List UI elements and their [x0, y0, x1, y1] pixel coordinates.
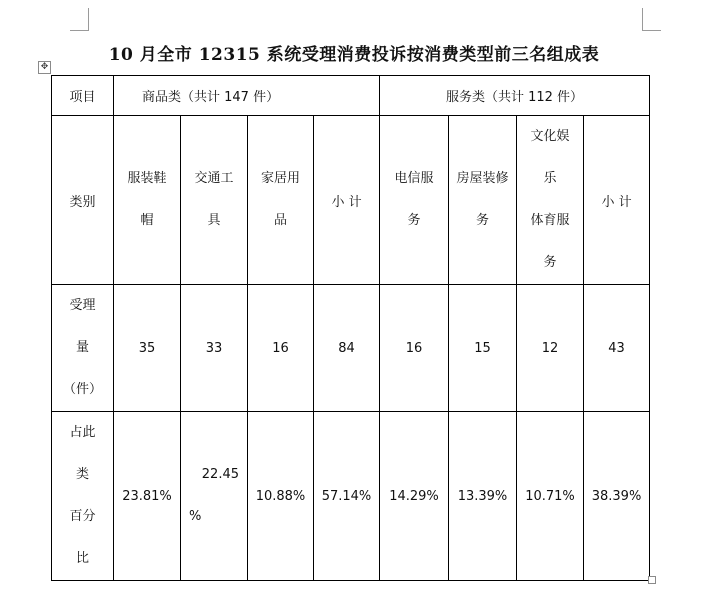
- volume-value-cell: 16: [248, 285, 314, 412]
- volume-label-line: （件）: [62, 382, 102, 397]
- volume-value-cell: 16: [380, 285, 449, 412]
- category-row: [52, 116, 650, 285]
- volume-label-cell: [52, 285, 114, 412]
- percent-value-cell: 14.29%: [380, 412, 449, 581]
- category-goods-line2: 帽: [140, 213, 154, 228]
- percent-value-line: 22.45: [201, 467, 239, 482]
- category-goods-cell: [248, 116, 314, 285]
- percent-value-cell: 38.39%: [584, 412, 650, 581]
- table-resize-handle[interactable]: [648, 576, 656, 584]
- volume-value-cell: 43: [584, 285, 650, 412]
- category-goods-line1: 服装鞋: [127, 171, 167, 186]
- volume-value-cell: 33: [181, 285, 248, 412]
- volume-value-cell: 35: [114, 285, 181, 412]
- complaints-table: [51, 75, 650, 581]
- category-service-line: 文化娱: [530, 129, 570, 144]
- volume-value-cell: 12: [517, 285, 584, 412]
- header-item-cell: 项目: [52, 76, 114, 116]
- document-title: 10 月全市 12315 系统受理消费投诉按消费类型前三名组成表: [108, 45, 600, 65]
- volume-row: [52, 285, 650, 412]
- percent-value-line: %: [189, 509, 202, 524]
- category-goods-subtotal-cell: 小 计: [314, 116, 380, 285]
- category-goods-line2: 品: [273, 213, 287, 228]
- category-service-line: 务: [407, 213, 421, 228]
- category-label-cell: 类别: [52, 116, 114, 285]
- page-corner-mark-top-left: [70, 8, 89, 31]
- percent-label-line: 百分: [69, 509, 96, 524]
- percent-value-cell: 23.81%: [114, 412, 181, 581]
- category-service-line: 电信服: [394, 171, 434, 186]
- percent-value-cell: 10.71%: [517, 412, 584, 581]
- category-service-cell: [517, 116, 584, 285]
- percent-label-cell: [52, 412, 114, 581]
- percent-value-cell: 57.14%: [314, 412, 380, 581]
- category-service-cell: [380, 116, 449, 285]
- volume-label-line: 受理: [69, 298, 96, 313]
- category-goods-line1: 家居用: [260, 171, 300, 186]
- volume-value-cell: 84: [314, 285, 380, 412]
- percent-label-line: 比: [75, 551, 89, 566]
- category-goods-line1: 交通工: [194, 171, 234, 186]
- percent-row: [52, 412, 650, 581]
- category-service-line: 乐: [543, 171, 557, 186]
- volume-value-cell: 15: [449, 285, 517, 412]
- category-service-cell: [449, 116, 517, 285]
- category-service-line: 体育服: [530, 213, 570, 228]
- volume-label-line: 量: [75, 340, 89, 355]
- category-goods-cell: [181, 116, 248, 285]
- percent-label-line: 类: [75, 467, 89, 482]
- page-corner-mark-top-right: [642, 8, 661, 31]
- header-goods-group-cell: 商品类（共计 147 件）: [114, 76, 380, 116]
- percent-value-cell: [181, 412, 248, 581]
- percent-value-cell: 13.39%: [449, 412, 517, 581]
- percent-value-cell: 10.88%: [248, 412, 314, 581]
- header-row: [52, 76, 650, 116]
- percent-label-line: 占此: [69, 425, 96, 440]
- table-move-handle-icon[interactable]: ✥: [38, 61, 51, 74]
- category-service-line: 务: [476, 213, 490, 228]
- category-service-subtotal-cell: 小 计: [584, 116, 650, 285]
- category-goods-line2: 具: [207, 213, 221, 228]
- category-service-line: 务: [543, 255, 557, 270]
- category-service-line: 房屋装修: [456, 171, 509, 186]
- category-goods-cell: [114, 116, 181, 285]
- header-service-group-cell: 服务类（共计 112 件）: [380, 76, 650, 116]
